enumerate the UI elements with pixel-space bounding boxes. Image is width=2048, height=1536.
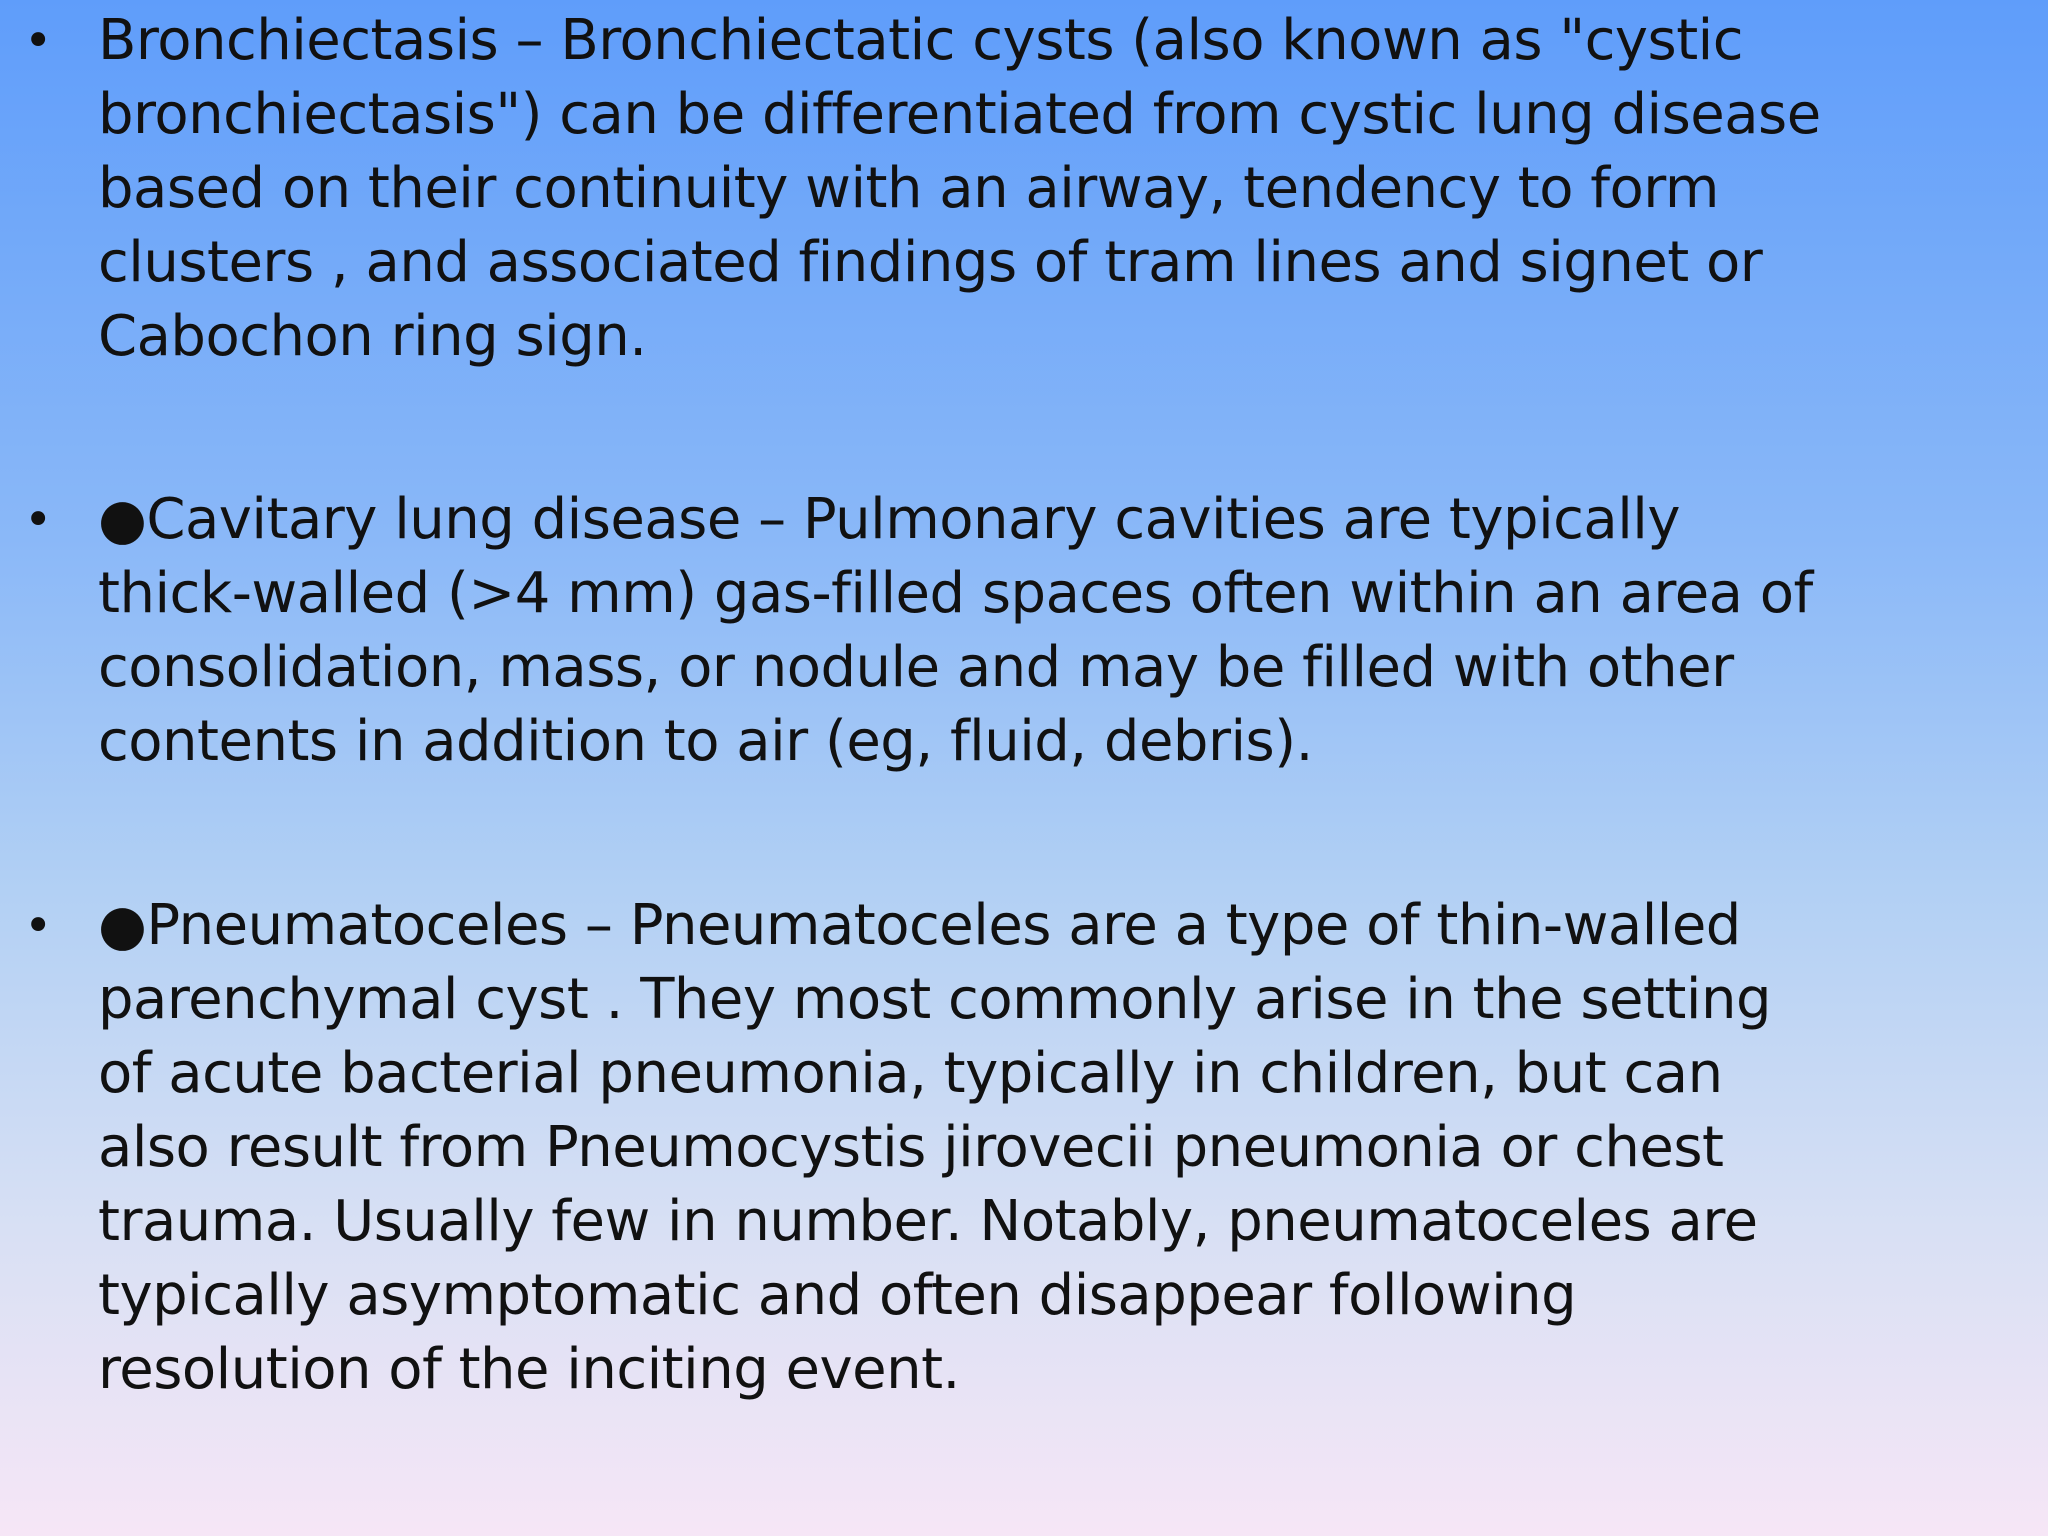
bullet-text-pneumatoceles xyxy=(98,889,2043,1407)
text-line: ●Cavitary lung disease – Pulmonary cavities are typically xyxy=(98,487,1680,552)
bullet-marker: • xyxy=(24,492,53,548)
bullet-text-bronchiectasis xyxy=(98,4,2043,374)
text-line: based on their continuity with an airway, tendency to form xyxy=(98,156,1719,221)
text-line: bronchiectasis") can be differentiated from cystic lung disease xyxy=(98,82,1821,147)
text-line: also result from Pneumocystis jirovecii pneumonia or chest xyxy=(98,1115,1724,1180)
text-line: trauma. Usually few in number. Notably, pneumatoceles are xyxy=(98,1189,1758,1254)
bullet-marker: • xyxy=(24,898,53,954)
bullet-text-cavitary-lung-disease xyxy=(98,483,2043,779)
text-line: consolidation, mass, or nodule and may be filled with other xyxy=(98,635,1734,700)
bullet-marker: • xyxy=(24,13,53,69)
text-line: resolution of the inciting event. xyxy=(98,1337,960,1402)
text-line: thick-walled (>4 mm) gas-filled spaces often within an area of xyxy=(98,561,1813,626)
text-line: contents in addition to air (eg, fluid, debris). xyxy=(98,709,1313,774)
text-line: Bronchiectasis – Bronchiectatic cysts (also known as "cystic xyxy=(98,8,1743,73)
text-line: ●Pneumatoceles – Pneumatoceles are a type of thin-walled xyxy=(98,893,1741,958)
text-line: parenchymal cyst . They most commonly arise in the setting xyxy=(98,967,1771,1032)
text-line: clusters , and associated findings of tram lines and signet or xyxy=(98,230,1763,295)
text-line: Cabochon ring sign. xyxy=(98,304,647,369)
text-line: of acute bacterial pneumonia, typically in children, but can xyxy=(98,1041,1723,1106)
text-line: typically asymptomatic and often disappear following xyxy=(98,1263,1577,1328)
